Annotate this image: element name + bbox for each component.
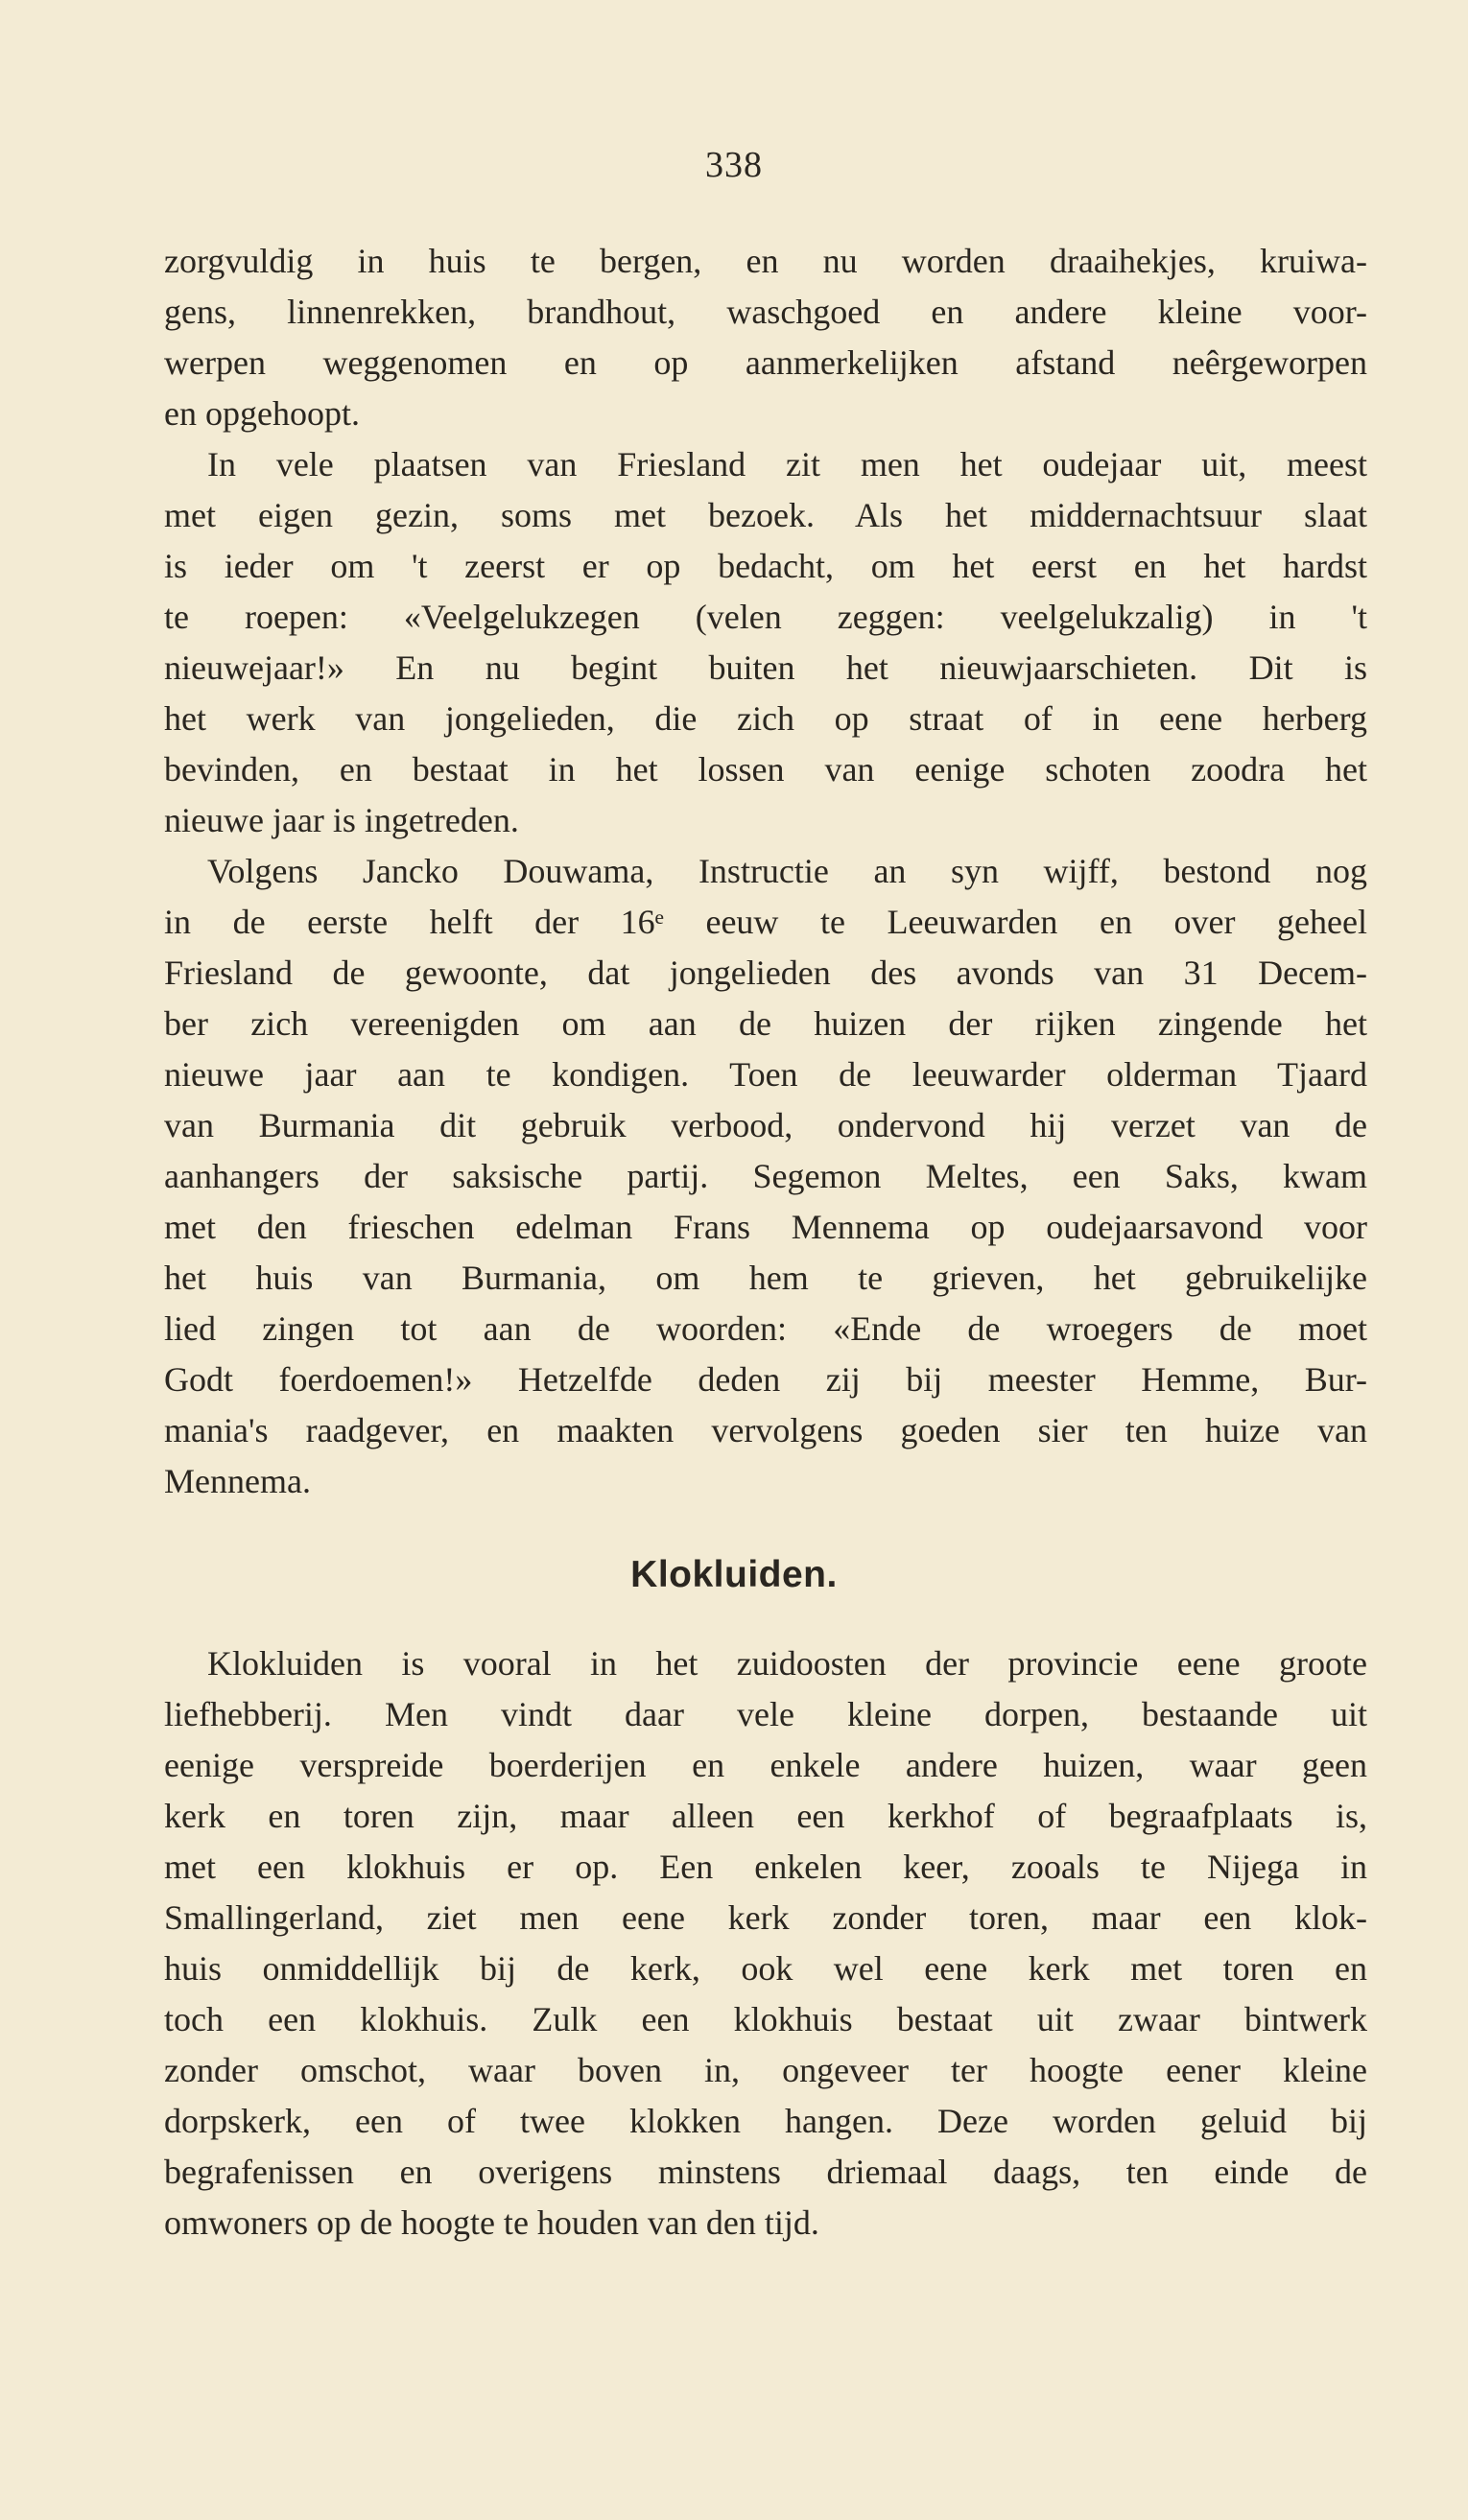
text-line: bevinden, en bestaat in het lossen van eenige schoten zoodra het (164, 750, 1367, 789)
text-line: Mennema. (164, 1462, 311, 1500)
text-line: liefhebberij. Men vindt daar vele kleine dorpen, bestaande uit (164, 1695, 1367, 1733)
text-line: te roepen: «Veelgelukzegen (velen zeggen: veelgelukzalig) in 't (164, 598, 1367, 636)
text-line: aanhangers der saksische partij. Segemon Meltes, een Saks, kwam (164, 1157, 1367, 1195)
text-line: werpen weggenomen en op aanmerkelijken afstand neêrgeworpen (164, 343, 1367, 382)
text-line: met eigen gezin, soms met bezoek. Als het middernachtsuur slaat (164, 496, 1367, 534)
text-line: dorpskerk, een of twee klokken hangen. Deze worden geluid bij (164, 2102, 1367, 2140)
text-line: zonder omschot, waar boven in, ongeveer ter hoogte eener kleine (164, 2051, 1367, 2089)
section-heading: Klokluiden. (630, 1554, 838, 1595)
text-line: Friesland de gewoonte, dat jongelieden des avonds van 31 Decem- (164, 954, 1367, 992)
body-text-section-2 (164, 1638, 1367, 2249)
body-text-section-1 (164, 236, 1367, 1507)
text-line: het werk van jongelieden, die zich op straat of in eene herberg (164, 699, 1367, 738)
text-line: Volgens Jancko Douwama, Instructie an syn wijff, bestond nog (207, 852, 1367, 890)
text-line: kerk en toren zijn, maar alleen een kerkhof of begraafplaats is, (164, 1797, 1367, 1835)
text-line: gens, linnenrekken, brandhout, waschgoed en andere kleine voor- (164, 293, 1367, 331)
text-line: In vele plaatsen van Friesland zit men het oudejaar uit, meest (207, 445, 1367, 483)
text-line: ber zich vereenigden om aan de huizen der rijken zingende het (164, 1004, 1367, 1043)
text-line: met den frieschen edelman Frans Mennema op oudejaarsavond voor (164, 1208, 1367, 1246)
text-line: omwoners op de hoogte te houden van den tijd. (164, 2203, 819, 2242)
text-line: nieuwejaar!» En nu begint buiten het nieuwjaarschieten. Dit is (164, 648, 1367, 687)
text-line: Godt foerdoemen!» Hetzelfde deden zij bij meester Hemme, Bur- (164, 1360, 1367, 1399)
text-line: Smallingerland, ziet men eene kerk zonder toren, maar een klok- (164, 1898, 1367, 1937)
text-line: mania's raadgever, en maakten vervolgens goeden sier ten huize van (164, 1411, 1367, 1449)
text-line: begrafenissen en overigens minstens driemaal daags, ten einde de (164, 2153, 1367, 2191)
text-line: nieuwe jaar is ingetreden. (164, 801, 519, 839)
text-line: met een klokhuis er op. Een enkelen keer, zooals te Nijega in (164, 1848, 1367, 1886)
text-line: eenige verspreide boerderijen en enkele andere huizen, waar geen (164, 1746, 1367, 1784)
text-line: zorgvuldig in huis te bergen, en nu worden draaihekjes, kruiwa- (164, 242, 1367, 280)
page-number: 338 (705, 145, 763, 185)
text-line: huis onmiddellijk bij de kerk, ook wel eene kerk met toren en (164, 1949, 1367, 1988)
text-line: lied zingen tot aan de woorden: «Ende de wroegers de moet (164, 1309, 1367, 1348)
text-line: en opgehoopt. (164, 394, 360, 433)
text-line: het huis van Burmania, om hem te grieven, het gebruikelijke (164, 1259, 1367, 1297)
text-line: nieuwe jaar aan te kondigen. Toen de leeuwarder olderman Tjaard (164, 1055, 1367, 1094)
text-line: toch een klokhuis. Zulk een klokhuis bestaat uit zwaar bintwerk (164, 2000, 1367, 2038)
text-line: Klokluiden is vooral in het zuidoosten der provincie eene groote (207, 1644, 1367, 1683)
text-line: is ieder om 't zeerst er op bedacht, om het eerst en het hardst (164, 547, 1367, 585)
text-line: in de eerste helft der 16ᵉ eeuw te Leeuwarden en over geheel (164, 903, 1367, 941)
text-line: van Burmania dit gebruik verbood, ondervond hij verzet van de (164, 1106, 1367, 1144)
